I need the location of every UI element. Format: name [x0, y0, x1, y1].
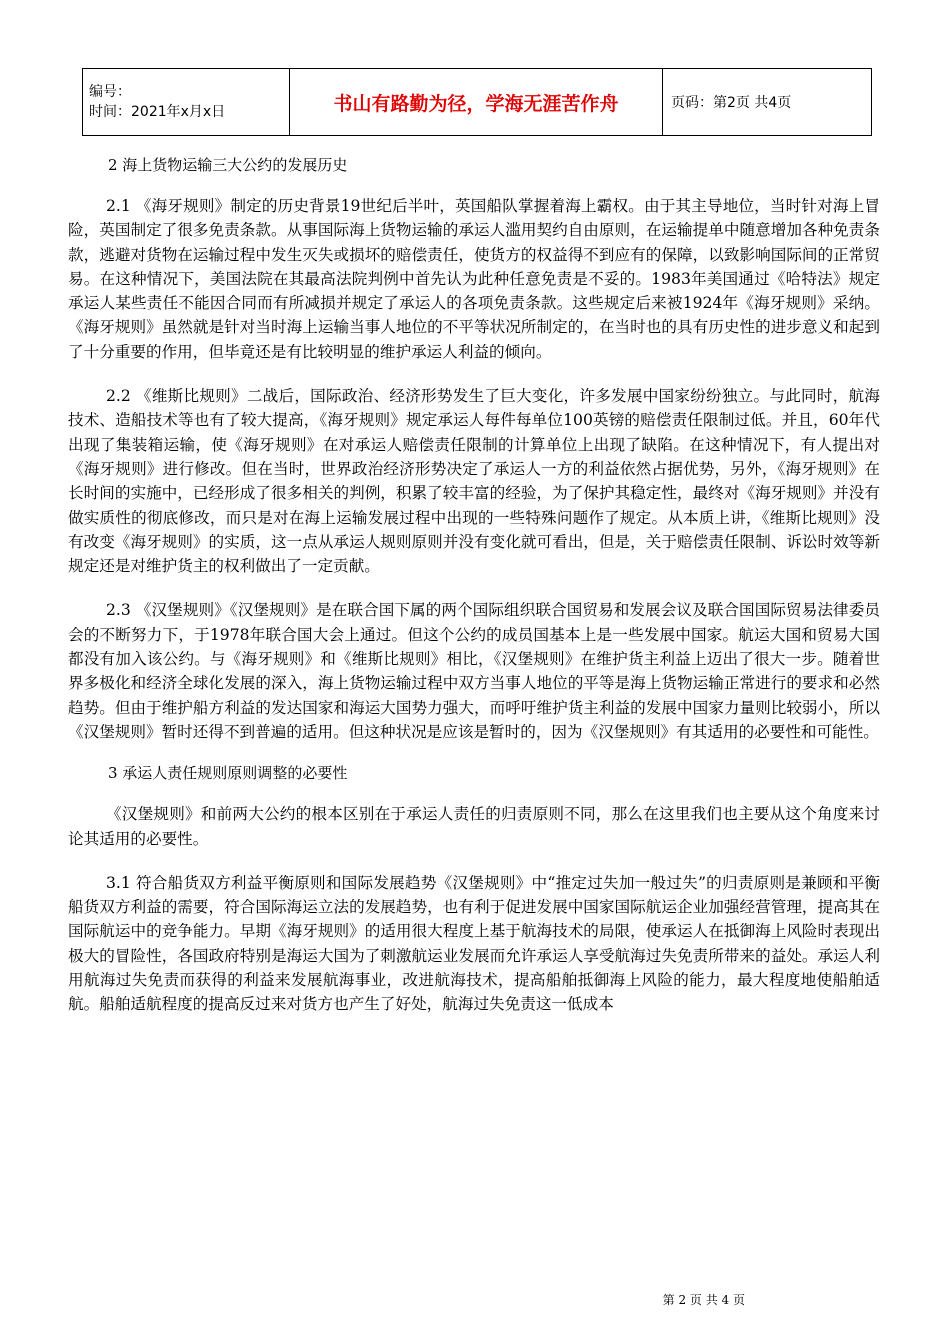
paragraph-2-2: 2.2 《维斯比规则》二战后，国际政治、经济形势发生了巨大变化，许多发展中国家纷纷独立。与此同时，航海技术、造船技术等也有了较大提高，《海牙规则》规定承运人每件每单位100英镑的赔偿责任限制过低。并且，60年代出现了集装箱运输，使《海牙规则》在对承运人赔偿责任限制的计算单位上出现了缺陷。在这种情况下，有人提出对《海牙规则》进行修改。但在当时，世界政治经济形势决定了承运人一方的利益依然占据优势，另外，《海牙规则》在长时间的实施中，已经形成了很多相关的判例，积累了较丰富的经验，为了保护其稳定性，最终对《海牙规则》并没有做实质性的彻底修改，而只是对在海上运输发展过程中出现的一些特殊问题作了规定。从本质上讲，《维斯比规则》没有改变《海牙规则》的实质，这一点从承运人规则原则并没有变化就可看出，但是，关于赔偿责任限制、诉讼时效等新规定还是对维护货主的权利做出了一定贡献。 [68, 387, 880, 576]
paragraph-2-3: 2.3 《汉堡规则》《汉堡规则》是在联合国下属的两个国际组织联合国贸易和发展会议及联合国国际贸易法律委员会的不断努力下，于1978年联合国大会上通过。但这个公约的成员国基本上是一些发展中国家。航运大国和贸易大国都没有加入该公约。与《海牙规则》和《维斯比规则》相比，《汉堡规则》在维护货主利益上迈出了很大一步。随着世界多极化和经济全球化发展的深入，海上货物运输过程中双方当事人地位的平等是海上货物运输正常进行的要求和必然趋势。但由于维护船方利益的发达国家和海运大国势力强大，而呼吁维护货主利益的发展中国家力量则比较弱小，所以《汉堡规则》暂时还得不到普遍的适用。但这种状况是应该是暂时的，因为《汉堡规则》有其适用的必要性和可能性。 [68, 601, 880, 741]
section-heading-3: 3 承运人责任规则原则调整的必要性 [108, 764, 348, 783]
page-footer [0, 1291, 950, 1308]
footer-page-number: 第 2 页 共 4 页 [662, 1293, 745, 1307]
paragraph-2-1: 2.1 《海牙规则》制定的历史背景19世纪后半叶，英国船队掌握着海上霸权。由于其主导地位，当时针对海上冒险，英国制定了很多免责条款。从事国际海上货物运输的承运人滥用契约自由原则，在运输提单中随意增加各种免责条款，逃避对货物在运输过程中发生灭失或损坏的赔偿责任，使货方的权益得不到应有的保障，以致影响国际间的正常贸易。在这种情况下，美国法院在其最高法院判例中首先认为此种任意免责是不妥的。1983年美国通过《哈特法》规定承运人某些责任不能因合同而有所减损并规定了承运人的各项免责条款。这些规定后来被1924年《海牙规则》采纳。《海牙规则》虽然就是针对当时海上运输当事人地位的不平等状况所制定的，在当时也的具有历史性的进步意义和起到了十分重要的作用，但毕竟还是有比较明显的维护承运人利益的倾向。 [68, 197, 880, 361]
section-heading-2: 2 海上货物运输三大公约的发展历史 [108, 156, 348, 174]
header-table [82, 68, 872, 136]
header-meta-cell [83, 69, 290, 136]
document-body [68, 153, 880, 1017]
doc-number-label: 编号： [89, 84, 131, 100]
paragraph-3-1: 3.1 符合船货双方利益平衡原则和国际发展趋势《汉堡规则》中“推定过失加一般过失”的归责原则是兼顾和平衡船货双方利益的需要，符合国际海运立法的发展趋势，也有利于促进发展中国家国际航运企业加强经营管理，提高其在国际航运中的竞争能力。早期《海牙规则》的适用很大程度上基于航海技术的局限，使承运人在抵御海上风险时表现出极大的冒险性，各国政府特别是海运大国为了刺激航运业发展而允许承运人享受航海过失免责所带来的益处。承运人利用航海过失免责而获得的利益来发展航海事业，改进航海技术，提高船舶抵御海上风险的能力，最大程度地使船舶适航。船舶适航程度的提高反过来对货方也产生了好处，航海过失免责这一低成本 [68, 873, 880, 1014]
paragraph-3-intro: 《汉堡规则》和前两大公约的根本区别在于承运人责任的归责原则不同，那么在这里我们也主要从这个角度来讨论其适用的必要性。 [68, 805, 880, 848]
header-motto: 书山有路勤为径，学海无涯苦作舟 [290, 69, 663, 136]
header-page-info: 页码：第2页 共4页 [663, 69, 872, 136]
doc-time: 时间：2021年x月x日 [89, 104, 226, 120]
